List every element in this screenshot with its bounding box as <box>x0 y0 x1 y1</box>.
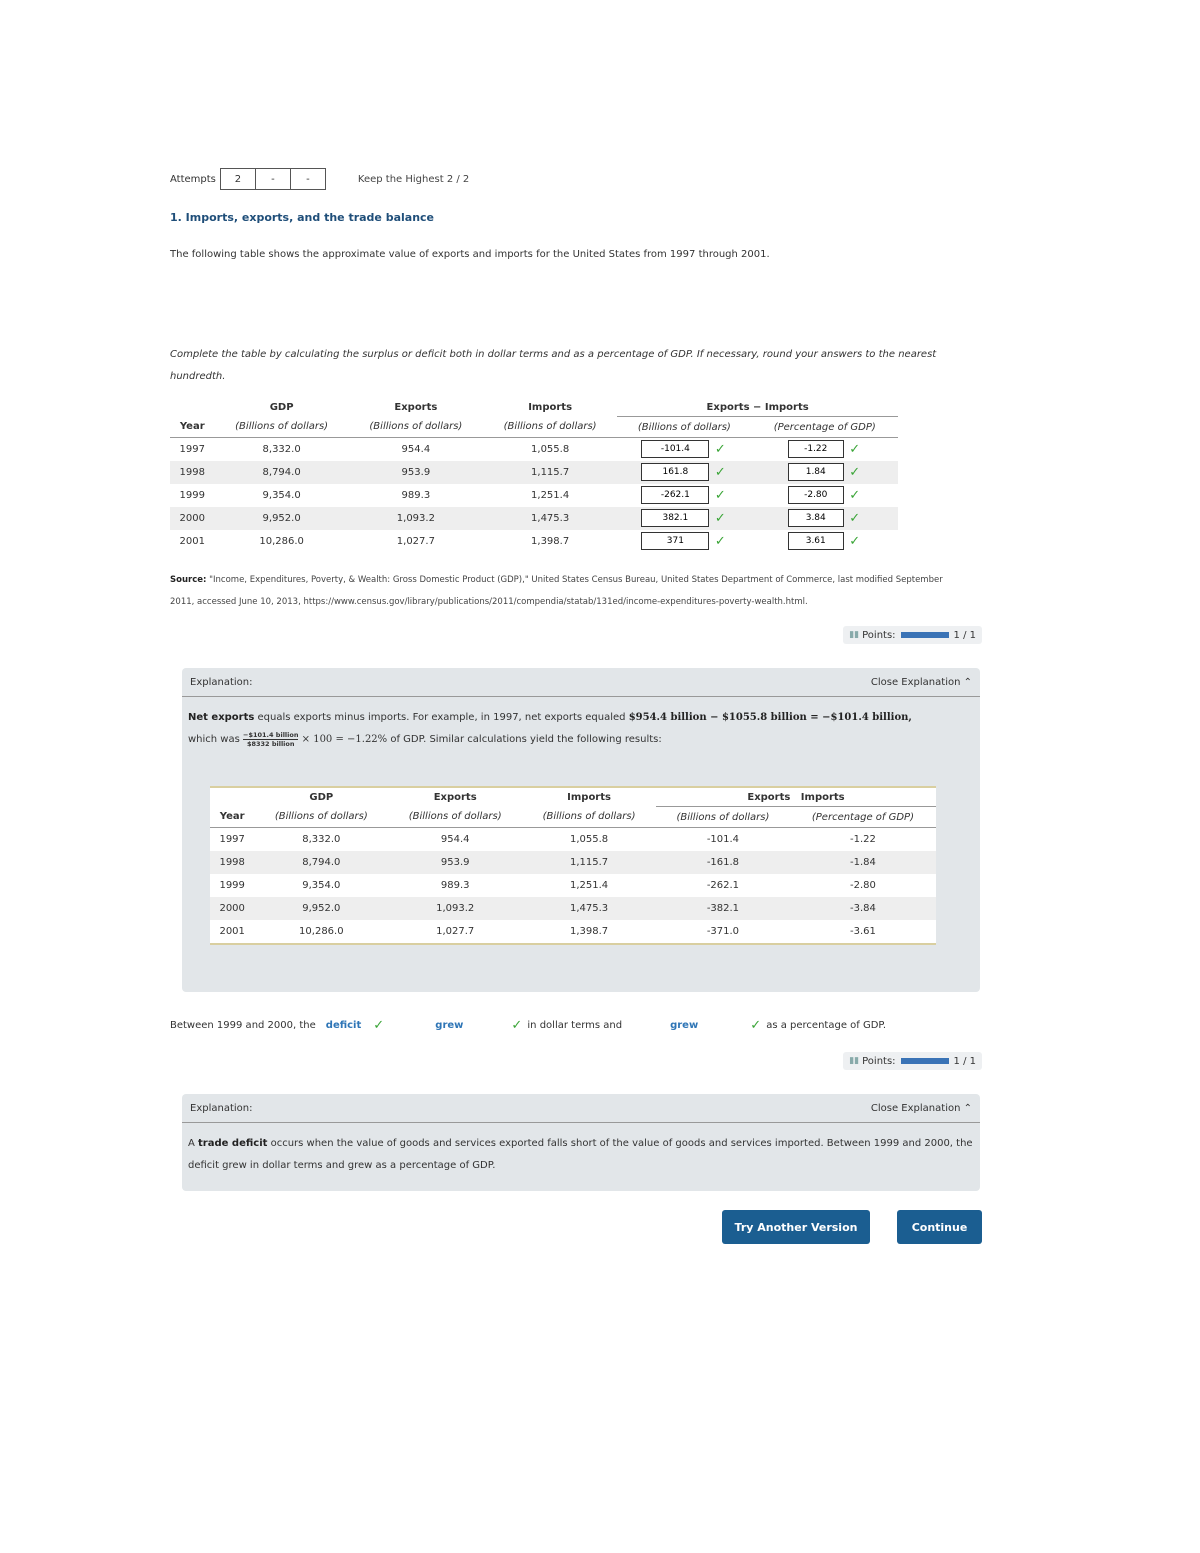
table-row <box>210 920 936 943</box>
table-row <box>170 484 898 507</box>
col-imports: Imports <box>528 401 573 413</box>
explanation-panel-2 <box>182 1094 980 1191</box>
points-bar <box>901 1058 949 1064</box>
cell-gdp: 8,794.0 <box>302 856 341 868</box>
col-net-right: Imports <box>800 791 845 803</box>
explanation-panel-1 <box>182 668 980 992</box>
cell-gdp: 8,332.0 <box>302 833 341 845</box>
points-score: 1 / 1 <box>953 629 976 641</box>
source-note <box>170 569 960 613</box>
table-row <box>210 874 936 897</box>
cell-imports: 1,398.7 <box>531 535 570 547</box>
cell-imports: 1,115.7 <box>569 856 609 868</box>
explanation-text-c: of GDP. Similar calculations yield the following results: <box>387 734 662 745</box>
table-row <box>170 461 898 484</box>
explanation-header <box>182 668 980 697</box>
col-net-left: Exports <box>747 791 791 803</box>
cell-year: 2000 <box>219 902 245 914</box>
cell-exports: 1,027.7 <box>396 535 435 547</box>
cell-year: 1997 <box>179 443 205 455</box>
points-label: Points: <box>862 629 896 641</box>
attempt-cell-2: - <box>256 169 291 189</box>
net-pct-input[interactable] <box>788 509 844 527</box>
net-pct-input[interactable] <box>788 440 844 458</box>
cell-exports: 989.3 <box>440 879 470 891</box>
cell-net-dollars: -262.1 <box>706 879 740 891</box>
sub-exports: (Billions of dollars) <box>388 807 522 828</box>
question-title: 1. Imports, exports, and the trade balance <box>170 211 435 224</box>
cell-exports: 1,093.2 <box>436 902 475 914</box>
cell-net-dollars: -371.0 <box>706 925 740 937</box>
explanation-text-b: which was <box>188 734 244 745</box>
cell-gdp: 10,286.0 <box>259 535 304 547</box>
explanation-text <box>182 1123 980 1185</box>
check-icon: ✓ <box>849 533 861 549</box>
points-label: Points: <box>862 1055 896 1067</box>
check-icon: ✓ <box>714 533 726 549</box>
cell-exports: 953.9 <box>401 466 431 478</box>
sentence-suffix: as a percentage of GDP. <box>766 1020 887 1031</box>
fraction-denominator: $8332 billion <box>246 739 295 748</box>
cell-year: 1998 <box>179 466 205 478</box>
explanation-text-a: equals exports minus imports. For example, in 1997, net exports equaled <box>254 712 629 723</box>
net-dollars-input[interactable] <box>641 532 709 550</box>
check-icon: ✓ <box>714 464 726 480</box>
col-imports: Imports <box>567 791 611 803</box>
fraction <box>243 731 298 748</box>
net-dollars-input[interactable] <box>641 440 709 458</box>
col-year: Year <box>170 417 215 438</box>
net-dollars-input[interactable] <box>641 463 709 481</box>
cell-year: 2001 <box>179 535 205 547</box>
results-table-wrap <box>210 786 936 945</box>
cell-gdp: 8,332.0 <box>262 443 301 455</box>
sub-net-dollars: (Billions of dollars) <box>656 807 790 828</box>
cell-imports: 1,475.3 <box>531 512 570 524</box>
cell-gdp: 9,952.0 <box>302 902 341 914</box>
net-dollars-input[interactable] <box>641 509 709 527</box>
cell-imports: 1,055.8 <box>569 833 609 845</box>
results-table <box>210 788 936 943</box>
points-badge <box>843 626 982 644</box>
sentence-middle: in dollar terms and <box>527 1020 623 1031</box>
cell-net-pct: -2.80 <box>850 879 876 891</box>
check-icon: ✓ <box>373 1018 385 1033</box>
close-explanation-button[interactable] <box>871 677 972 688</box>
cell-year: 1997 <box>219 833 245 845</box>
cell-exports: 1,093.2 <box>396 512 435 524</box>
cell-gdp: 9,952.0 <box>262 512 301 524</box>
source-label: Source: <box>170 575 207 585</box>
check-icon: ✓ <box>849 487 861 503</box>
math-example: $954.4 billion − $1055.8 billion = −$101.4 billion, <box>628 712 912 723</box>
cell-net-dollars: -161.8 <box>706 856 740 868</box>
dropdown-grew-dollars[interactable]: grew <box>435 1020 464 1031</box>
attempt-cell-3: - <box>306 173 310 185</box>
dropdown-grew-percent[interactable]: grew <box>670 1020 699 1031</box>
cell-exports: 989.3 <box>401 489 431 501</box>
points-bar <box>901 632 949 638</box>
sub-net-dollars: (Billions of dollars) <box>617 417 751 438</box>
source-text: "Income, Expenditures, Poverty, & Wealth: Gross Domestic Product (GDP)," United States Census Bureau, United States Department of Commerce, last modified September 2011, accessed June 10, 2013, https://www.census.gov/library/publications/2011/compendia/statab/131ed/income-expenditures-poverty-wealth.html. <box>170 575 943 607</box>
cell-exports: 954.4 <box>440 833 470 845</box>
net-dollars-input[interactable] <box>641 486 709 504</box>
points-icon: ▮▮ <box>849 1056 860 1066</box>
col-exports: Exports <box>394 401 438 413</box>
sub-imports: (Billions of dollars) <box>522 807 656 828</box>
check-icon: ✓ <box>714 487 726 503</box>
fraction-numerator: −$101.4 billion <box>243 730 299 739</box>
check-icon: ✓ <box>849 464 861 480</box>
explanation-title: Explanation: <box>190 676 253 688</box>
explanation-header <box>182 1094 980 1123</box>
cell-year: 1999 <box>179 489 205 501</box>
continue-button[interactable]: Continue <box>897 1210 982 1244</box>
cell-imports: 1,251.4 <box>569 879 609 891</box>
close-explanation-button[interactable] <box>871 1103 972 1114</box>
cell-imports: 1,251.4 <box>531 489 570 501</box>
sentence-prefix: Between 1999 and 2000, the <box>170 1020 316 1031</box>
chevron-up-icon: ⌃ <box>963 1102 972 1114</box>
cell-net-pct: -3.61 <box>850 925 876 937</box>
check-icon: ✓ <box>511 1018 523 1033</box>
question-instruction: Complete the table by calculating the surplus or deficit both in dollar terms and as a percentage of GDP. If necessary, round your answers to the nearest hundredth. <box>170 349 937 382</box>
fill-in-sentence <box>170 1018 886 1033</box>
chevron-up-icon: ⌃ <box>963 676 972 688</box>
cell-year: 1999 <box>219 879 245 891</box>
points-score: 1 / 1 <box>953 1055 976 1067</box>
trade-table <box>170 398 898 553</box>
cell-year: 2001 <box>219 925 245 937</box>
col-net <box>656 788 936 807</box>
question-intro: The following table shows the approximate value of exports and imports for the United States from 1997 through 2001. <box>170 249 770 260</box>
net-pct-input[interactable] <box>788 486 844 504</box>
cell-imports: 1,398.7 <box>569 925 609 937</box>
keep-highest-text: Keep the Highest 2 / 2 <box>357 173 470 185</box>
cell-net-dollars: -382.1 <box>706 902 740 914</box>
col-gdp: GDP <box>269 401 294 413</box>
col-year: Year <box>210 807 254 828</box>
sub-gdp: (Billions of dollars) <box>254 807 388 828</box>
table-row <box>210 897 936 920</box>
attempts-box <box>220 168 326 190</box>
sub-imports: (Billions of dollars) <box>483 417 617 438</box>
attempts-label: Attempts <box>170 173 216 185</box>
net-pct-input[interactable] <box>788 532 844 550</box>
cell-gdp: 9,354.0 <box>302 879 341 891</box>
cell-imports: 1,475.3 <box>569 902 609 914</box>
explanation-text <box>182 697 980 759</box>
sub-net-pct: (Percentage of GDP) <box>752 417 899 438</box>
check-icon: ✓ <box>714 441 726 457</box>
cell-imports: 1,115.7 <box>531 466 570 478</box>
cell-gdp: 8,794.0 <box>262 466 301 478</box>
col-gdp: GDP <box>309 791 334 803</box>
cell-year: 2000 <box>179 512 205 524</box>
cell-imports: 1,055.8 <box>531 443 570 455</box>
explanation-title: Explanation: <box>190 1102 253 1114</box>
sub-net-pct: (Percentage of GDP) <box>790 807 936 828</box>
table-row <box>210 851 936 874</box>
cell-net-pct: -1.22 <box>850 833 876 845</box>
close-explanation-label: Close Explanation <box>870 1102 961 1114</box>
attempt-cell-1: 2 <box>221 169 256 189</box>
net-pct-input[interactable] <box>788 463 844 481</box>
table-row <box>210 828 936 851</box>
sub-exports: (Billions of dollars) <box>349 417 483 438</box>
table-row <box>170 530 898 553</box>
cell-exports: 953.9 <box>440 856 470 868</box>
check-icon: ✓ <box>714 510 726 526</box>
points-icon: ▮▮ <box>849 630 860 640</box>
check-icon: ✓ <box>849 441 861 457</box>
points-badge-2 <box>843 1052 982 1070</box>
cell-net-pct: -1.84 <box>850 856 876 868</box>
check-icon: ✓ <box>849 510 861 526</box>
cell-gdp: 10,286.0 <box>299 925 344 937</box>
try-another-version-button[interactable]: Try Another Version <box>722 1210 870 1244</box>
cell-net-pct: -3.84 <box>850 902 876 914</box>
attempts-row <box>170 168 469 190</box>
cell-gdp: 9,354.0 <box>262 489 301 501</box>
table-row <box>170 507 898 530</box>
cell-net-dollars: -101.4 <box>706 833 740 845</box>
col-exports: Exports <box>433 791 477 803</box>
cell-year: 1998 <box>219 856 245 868</box>
check-icon: ✓ <box>750 1018 762 1033</box>
term-trade-deficit: trade deficit <box>198 1138 268 1149</box>
table-row <box>170 438 898 461</box>
explanation-prefix: A <box>188 1138 199 1149</box>
math-result: × 100 = −1.22% <box>298 734 388 745</box>
dropdown-deficit[interactable]: deficit <box>325 1020 362 1031</box>
sub-gdp: (Billions of dollars) <box>215 417 349 438</box>
term-net-exports: Net exports <box>188 712 255 723</box>
cell-exports: 954.4 <box>401 443 431 455</box>
close-explanation-label: Close Explanation <box>870 676 961 688</box>
col-net: Exports − Imports <box>617 398 898 417</box>
explanation-body: occurs when the value of goods and services exported falls short of the value of goods and services imported. Between 1999 and 2000, the deficit grew in dollar terms and grew as a percentage of GDP. <box>188 1138 973 1171</box>
cell-exports: 1,027.7 <box>436 925 475 937</box>
